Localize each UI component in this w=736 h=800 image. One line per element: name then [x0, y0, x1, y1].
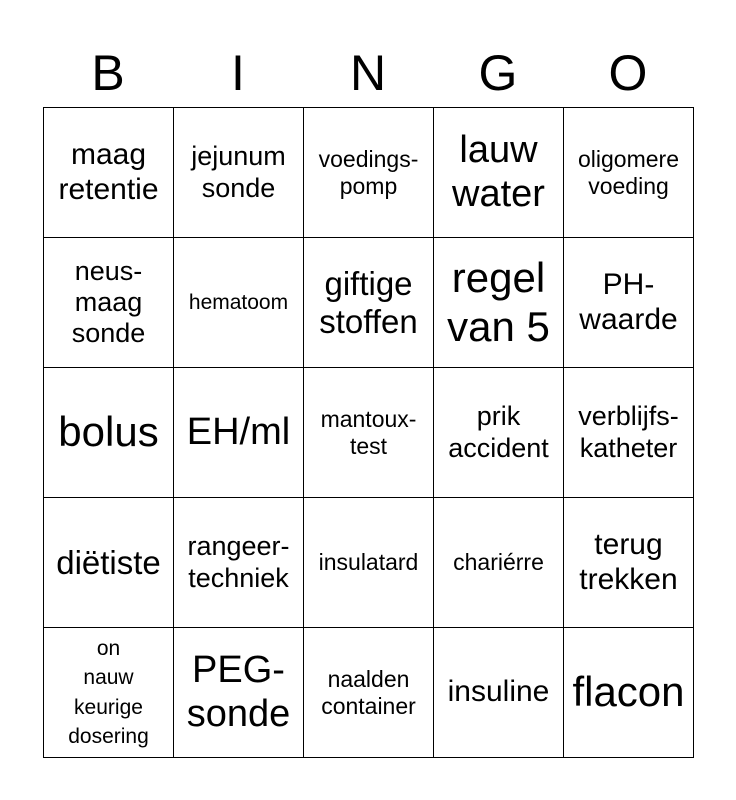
- bingo-cell[interactable]: [44, 628, 174, 758]
- bingo-cell[interactable]: [304, 238, 434, 368]
- bingo-board: [43, 107, 694, 758]
- cell-text: prik accident: [448, 401, 549, 463]
- cell-text: diëtiste: [56, 543, 161, 581]
- cell-text: voedings- pomp: [318, 146, 419, 199]
- bingo-cell[interactable]: [174, 368, 304, 498]
- cell-text: rangeer- techniek: [187, 531, 290, 593]
- cell-text: oligomere voeding: [578, 146, 679, 199]
- bingo-cell[interactable]: [564, 368, 694, 498]
- bingo-cell[interactable]: [304, 628, 434, 758]
- cell-text: terug trekken: [579, 528, 678, 596]
- bingo-cell[interactable]: [434, 238, 564, 368]
- cell-text: mantoux- test: [320, 406, 417, 459]
- header-letter-o: O: [608, 45, 648, 101]
- cell-text: EH/ml: [186, 410, 291, 453]
- bingo-cell[interactable]: [434, 108, 564, 238]
- bingo-cell[interactable]: [44, 108, 174, 238]
- header-letter-b: B: [91, 45, 125, 101]
- bingo-cell[interactable]: [304, 108, 434, 238]
- cell-text: insuline: [447, 675, 550, 709]
- cell-text: PEG- sonde: [186, 648, 291, 735]
- bingo-header: [43, 42, 693, 104]
- bingo-cell[interactable]: [174, 498, 304, 628]
- cell-text: bolus: [58, 408, 159, 456]
- bingo-cell[interactable]: [44, 368, 174, 498]
- cell-text: insulatard: [318, 549, 419, 576]
- bingo-cell[interactable]: [174, 108, 304, 238]
- cell-text: PH- waarde: [579, 268, 678, 336]
- bingo-cell[interactable]: [564, 628, 694, 758]
- bingo-cell[interactable]: [434, 368, 564, 498]
- bingo-cell[interactable]: [434, 628, 564, 758]
- cell-text: hematoom: [188, 290, 289, 314]
- bingo-cell[interactable]: [44, 238, 174, 368]
- cell-text: neus- maag sonde: [71, 255, 146, 349]
- cell-text: on nauw keurige dosering: [68, 636, 149, 748]
- cell-text: flacon: [572, 668, 685, 716]
- cell-text: chariérre: [453, 549, 544, 576]
- bingo-cell[interactable]: [174, 238, 304, 368]
- cell-text: maag retentie: [58, 138, 159, 206]
- cell-text: verblijfs- katheter: [578, 401, 679, 463]
- cell-text: regel van 5: [447, 254, 550, 350]
- bingo-cell[interactable]: [44, 498, 174, 628]
- header-letter-g: G: [478, 45, 518, 101]
- cell-text: jejunum sonde: [191, 141, 286, 203]
- bingo-cell[interactable]: [434, 498, 564, 628]
- bingo-cell[interactable]: [174, 628, 304, 758]
- bingo-cell[interactable]: [304, 368, 434, 498]
- header-letter-n: N: [349, 45, 387, 101]
- bingo-cell[interactable]: [304, 498, 434, 628]
- cell-text: lauw water: [452, 128, 545, 215]
- bingo-cell[interactable]: [564, 238, 694, 368]
- cell-text: naalden container: [321, 666, 416, 719]
- header-letter-i: I: [231, 45, 245, 101]
- cell-text: giftige stoffen: [319, 264, 418, 340]
- bingo-cell[interactable]: [564, 108, 694, 238]
- bingo-cell[interactable]: [564, 498, 694, 628]
